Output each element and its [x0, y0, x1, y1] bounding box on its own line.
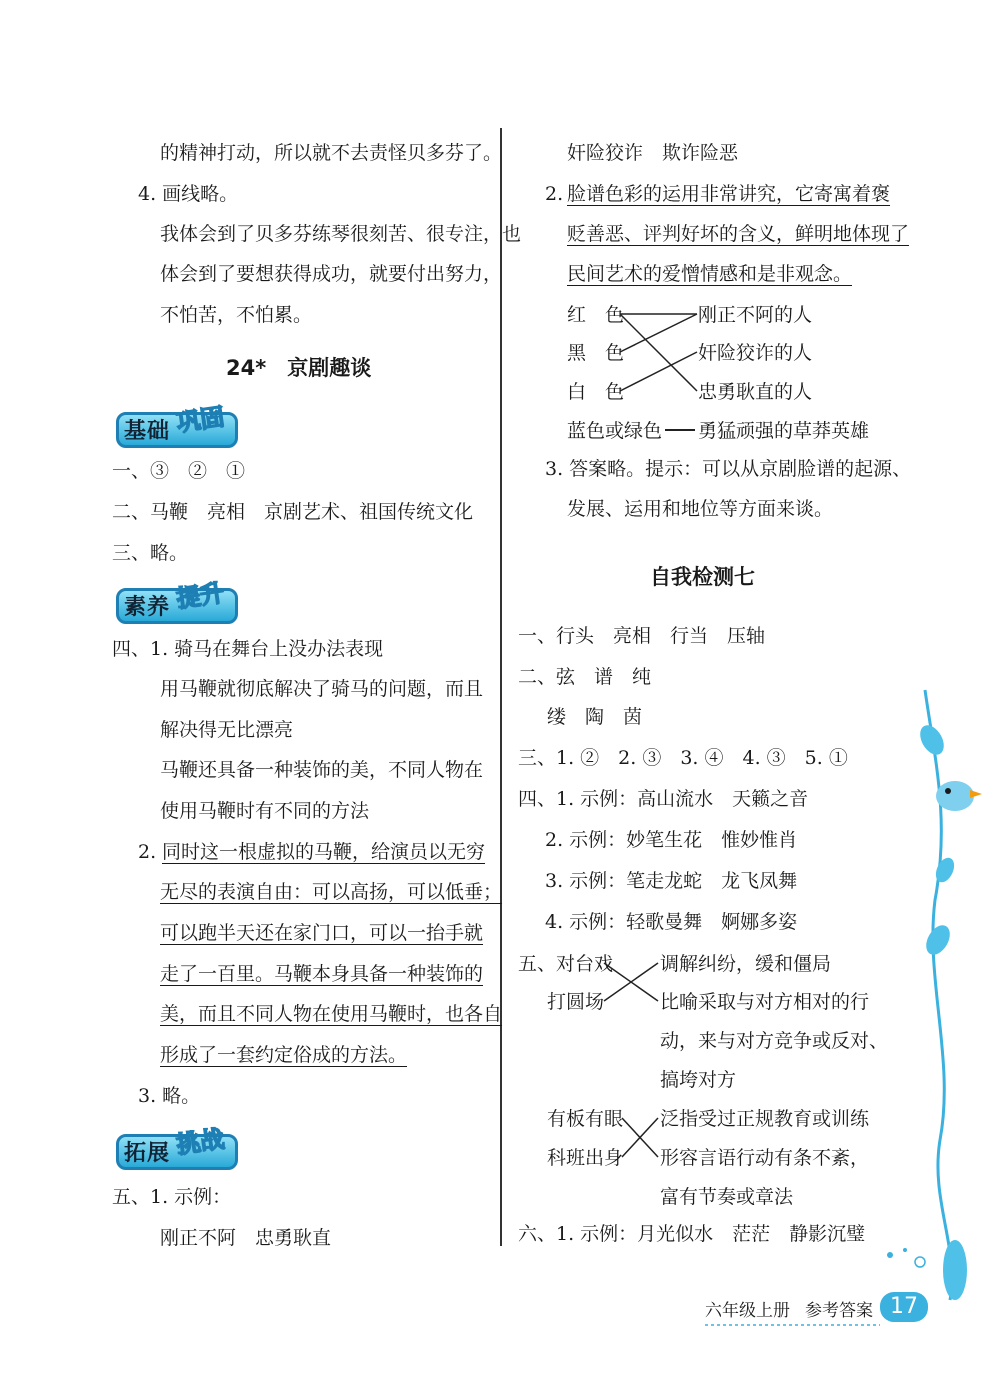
- footer-grade: 六年级上册: [705, 1301, 790, 1321]
- underlined-line: 走了一百里。马鞭本身具备一种装饰的: [160, 963, 484, 985]
- answer-item: 五、1. 示例：: [112, 1186, 232, 1208]
- text-line: 用马鞭就彻底解决了骑马的问题，而且: [160, 678, 484, 700]
- match-line: [620, 314, 697, 391]
- match-left: 有板有眼: [547, 1108, 624, 1130]
- text-line: 使用马鞭时有不同的方法: [160, 800, 370, 822]
- answer-item: 四、1. 示例：高山流水 天籁之音: [518, 788, 809, 810]
- underlined-line: 贬善恶、评判好坏的含义，鲜明地体现了: [567, 223, 910, 245]
- text-line: 奸险狡诈 欺诈险恶: [567, 142, 739, 164]
- match-line: [620, 352, 697, 391]
- item-number: 2.: [545, 183, 564, 205]
- match-right: 刚正不阿的人: [698, 304, 813, 326]
- badge-sub-label: 挑战: [174, 1124, 227, 1160]
- answer-item: 4. 画线略。: [138, 183, 239, 205]
- underlined-line: 脸谱色彩的运用非常讲究，它寄寓着褒: [567, 183, 891, 205]
- answer-item: 六、1. 示例：月光似水 茫茫 静影沉璧: [518, 1223, 866, 1245]
- text-line: 富有节奏或章法: [660, 1186, 794, 1208]
- text-line: 不怕苦，不怕累。: [160, 304, 313, 326]
- star-icon: [887, 1248, 925, 1267]
- text-line: 体会到了要想获得成功，就要付出努力，: [160, 263, 503, 285]
- answer-item: 一、③ ② ①: [112, 460, 246, 482]
- underlined-line: 无尽的表演自由：可以高扬，可以低垂；: [160, 881, 503, 903]
- underlined-line: 可以跑半天还在家门口，可以一抬手就: [160, 922, 484, 944]
- match-right: 泛指受过正规教育或训练: [660, 1108, 870, 1130]
- answer-item: 四、1. 骑马在舞台上没办法表现: [112, 638, 384, 660]
- vine-decoration-icon: [915, 690, 982, 1300]
- badge-main-label: 素养: [124, 595, 171, 620]
- text-line: 我体会到了贝多芬练琴很刻苦、很专注，也: [160, 223, 522, 245]
- answer-item: 3. 略。: [138, 1085, 201, 1107]
- match-right: 奸险狡诈的人: [698, 342, 813, 364]
- page-number: 17: [880, 1292, 928, 1322]
- match-left: 五、对台戏: [518, 953, 614, 975]
- underlined-line: 同时这一根虚拟的马鞭，给演员以无穷: [162, 841, 486, 863]
- badge-sub-label: 提升: [174, 578, 227, 614]
- section-title: 24* 京剧趣谈: [226, 356, 372, 380]
- match-left: 蓝色或绿色: [567, 420, 663, 442]
- match-left: 红 色: [567, 304, 625, 326]
- match-left: 打圆场: [547, 991, 605, 1013]
- text-line: 动，来与对方竞争或反对、: [660, 1030, 889, 1052]
- match-right: 勇猛顽强的草莽英雄: [698, 420, 870, 442]
- underlined-line: 民间艺术的爱憎情感和是非观念。: [567, 263, 853, 285]
- underlined-line: 美，而且不同人物在使用马鞭时，也各自: [160, 1003, 503, 1025]
- match-right: 调解纠纷，缓和僵局: [660, 953, 832, 975]
- underlined-line: 形成了一套约定俗成的方法。: [160, 1044, 408, 1066]
- text-line: 搞垮对方: [660, 1069, 737, 1091]
- answer-item: 二、弦 谱 纯: [518, 666, 652, 688]
- item-number: 2.: [138, 841, 157, 863]
- badge-main-label: 基础: [124, 419, 171, 444]
- answer-item: 三、略。: [112, 542, 189, 564]
- answer-item: 三、1. ② 2. ③ 3. ④ 4. ③ 5. ①: [518, 747, 848, 769]
- badge-sub-label: 巩固: [174, 402, 227, 438]
- match-left: 黑 色: [567, 342, 625, 364]
- answer-item: 2. 示例：妙笔生花 惟妙惟肖: [545, 829, 798, 851]
- section-title: 自我检测七: [650, 565, 755, 589]
- match-right: 忠勇耿直的人: [698, 381, 813, 403]
- text-line: 发展、运用和地位等方面来谈。: [567, 498, 834, 520]
- match-left: 科班出身: [547, 1147, 624, 1169]
- text-line: 解决得无比漂亮: [160, 719, 294, 741]
- text-line: 刚正不阿 忠勇耿直: [160, 1227, 332, 1249]
- match-right: 比喻采取与对方相对的行: [660, 991, 870, 1013]
- answer-item: 一、行头 亮相 行当 压轴: [518, 625, 766, 647]
- text-line: 的精神打动，所以就不去责怪贝多芬了。: [160, 142, 503, 164]
- match-line: [620, 314, 697, 352]
- text-line: 缕 陶 茵: [547, 706, 643, 728]
- text-line: 马鞭还具备一种装饰的美，不同人物在: [160, 759, 484, 781]
- answer-item: 3. 答案略。提示：可以从京剧脸谱的起源、: [545, 458, 912, 480]
- answer-item: 二、马鞭 亮相 京剧艺术、祖国传统文化: [112, 501, 474, 523]
- footer-label: 参考答案: [805, 1301, 873, 1321]
- match-right: 形容言语行动有条不紊，: [660, 1147, 870, 1169]
- badge-main-label: 拓展: [124, 1141, 171, 1166]
- answer-item: 3. 示例：笔走龙蛇 龙飞凤舞: [545, 870, 798, 892]
- answer-item: 4. 示例：轻歌曼舞 婀娜多姿: [545, 911, 798, 933]
- match-left: 白 色: [567, 381, 625, 403]
